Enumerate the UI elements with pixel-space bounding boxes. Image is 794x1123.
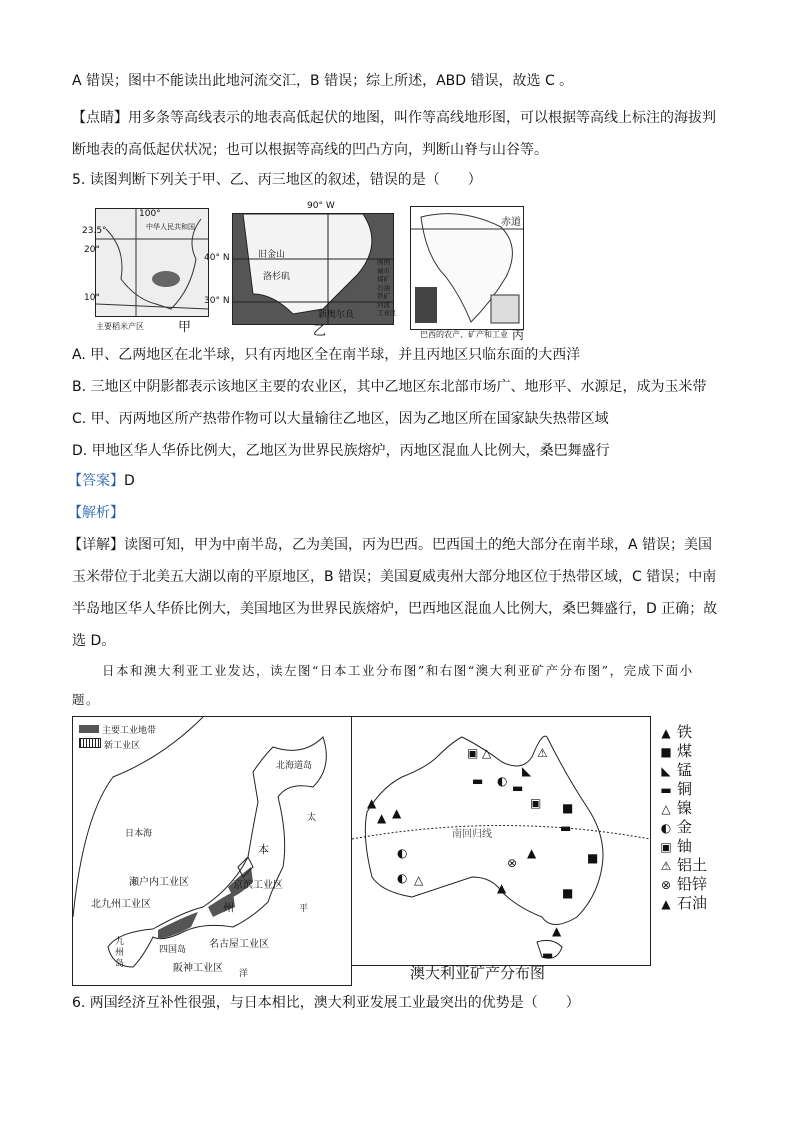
city-label: 新奥尔良 [318,310,355,320]
legend-label: 铝土 [677,856,708,874]
equator-label: 赤道 [501,217,521,228]
place-label: 太 [307,813,317,823]
coal-icon: ■ [660,745,672,759]
answer-tag: 【答案】 [68,473,124,489]
region-label: 京滨工业区 [233,880,283,891]
legend-item-new [79,738,156,753]
text-line: 选 D。 [72,633,116,649]
australia-mineral-map [351,716,651,966]
svg-text:▣: ▣ [530,796,542,810]
svg-text:■: ■ [562,886,574,900]
oil-icon: ▲ [661,897,671,911]
legend-label: 新工业区 [104,741,141,751]
svg-text:■: ■ [562,801,574,815]
place-label: 州 [223,901,234,914]
legend-item [658,893,707,914]
region-label: 瀬户内工业区 [129,877,189,888]
figure-title: 巴西的农产、矿产和工业 [420,330,508,339]
analysis-tag: 【解析】 [68,505,124,521]
place-label: 北海道岛 [276,761,313,771]
legend-item [658,798,692,819]
tropic-label: 南回归线 [452,829,492,840]
detail-line [68,535,712,555]
legend-item: 城市 [377,266,390,275]
svg-text:▣: ▣ [467,746,479,760]
legend-label: 镍 [677,799,693,817]
svg-text:■: ■ [587,851,599,865]
legend-label: 金 [677,818,693,836]
legend-title: 图例 [377,258,390,266]
copper-icon: ▬ [660,783,672,797]
gold-icon: ◐ [660,821,672,835]
svg-text:△: △ [482,746,492,760]
legend-item [658,855,707,876]
region-label: 阪神工业区 [173,963,223,974]
striped-swatch [79,738,101,748]
answer-line [68,471,135,491]
svg-text:◐: ◐ [397,846,408,860]
text-line: 玉米带位于北美五大湖以南的平原地区，B 错误；美国夏威夷州大部分地区位于热带区域，C 错误；中南 [72,569,717,585]
place-label: 日本海 [125,829,153,839]
svg-text:▬: ▬ [512,781,524,795]
country-label: 中华人民共和国 [146,223,195,231]
latitude-label: 10° [84,293,100,303]
svg-text:◣: ◣ [522,764,532,778]
svg-text:▲: ▲ [392,806,402,820]
svg-text:◐: ◐ [397,871,408,885]
figure-caption: 乙 [313,324,327,339]
nickel-icon: △ [661,802,671,816]
svg-text:◐: ◐ [497,774,508,788]
legend-item: 煤矿 [377,275,390,283]
map-jia [95,208,209,317]
legend-label: 煤 [677,742,693,760]
region-label: 北九州工业区 [91,899,151,910]
intro-line: 日本和澳大利亚工业发达，读左图“日本工业分布图”和右图“澳大利亚矿产分布图”，完成下面小 [102,663,694,678]
lead-zinc-icon: ⊗ [660,878,672,892]
legend-item: 河流 [377,300,390,309]
place-label: 本 [258,843,269,856]
svg-text:▲: ▲ [367,796,377,810]
question-5: 5. 读图判断下列关于甲、乙、丙三地区的叙述，错误的是（ ） [72,172,482,188]
legend-label: 主要工业地带 [102,726,157,736]
option-d: D. 甲地区华人华侨比例大，乙地区为世界民族熔炉，丙地区混血人比例大，桑巴舞盛行 [72,443,610,459]
longitude-label: 90° W [307,201,335,211]
uranium-icon: ▣ [660,840,672,854]
place-label: 平 [299,904,309,914]
place-label: 九州岛 [115,937,125,969]
place-label: 洋 [239,969,249,979]
legend-yi [377,258,397,318]
legend-item [658,817,692,838]
manganese-icon: ◣ [661,764,671,778]
map-caption: 澳大利亚矿产分布图 [410,964,546,982]
legend-label: 铁 [677,723,693,741]
iron-icon: ▲ [661,726,671,740]
option-a: A. 甲、乙两地区在北半球，只有丙地区全在南半球，并且丙地区只临东面的大西洋 [72,347,581,363]
svg-text:▬: ▬ [472,774,484,788]
legend-item [658,779,692,800]
longitude-label: 100° [139,209,161,219]
legend-item [658,741,692,762]
legend-item: 铁矿 [377,292,390,300]
tip-tag: 【点睛】 [72,110,128,126]
figure-caption: 甲 [178,320,192,335]
legend-item: 石油 [377,283,390,292]
text-line: 半岛地区华人华侨比例大，美国地区为世界民族熔炉，巴西地区混血人比例大，桑巴舞盛行，D 正确；故 [72,601,718,617]
map-yi-drawing [233,214,393,324]
svg-text:⊗: ⊗ [507,856,518,870]
legend-label: 锰 [677,761,693,779]
legend-label: 石油 [677,894,708,912]
map-yi [232,213,394,325]
svg-text:⚠: ⚠ [537,746,548,760]
city-label: 旧金山 [258,250,286,260]
svg-text:▬: ▬ [560,821,572,835]
text-line: 读图可知，甲为中南半岛，乙为美国，丙为巴西。巴西国土的绝大部分在南半球，A 错误；美国 [124,537,713,553]
legend-label: 铜 [677,780,693,798]
latitude-label: 40° N [204,253,230,263]
bauxite-icon: ⚠ [660,859,672,873]
legend-item [658,760,692,781]
legend-item: 工业区 [377,309,397,317]
place-label: 四国岛 [159,945,187,955]
latitude-label: 30° N [204,296,230,306]
region-label: 名古屋工业区 [209,939,269,950]
japan-legend [79,724,156,753]
japan-industry-map [72,716,352,986]
option-b: B. 三地区中阴影都表示该地区主要的农业区，其中乙地区东北部市场广、地形平、水源足，成为玉米带 [72,379,707,395]
text-line: A 错误；图中不能读出此地河流交汇，B 错误；综上所述，ABD 错误，故选 C 。 [72,73,574,89]
svg-text:▲: ▲ [527,846,537,860]
legend-label: 铅锌 [677,875,708,893]
text-line: 用多条等高线表示的地表高低起伏的地图，叫作等高线地形图，可以根据等高线上标注的海拔判 [128,110,716,126]
answer-value: D [124,473,135,489]
tip-paragraph [72,108,716,128]
legend-label: 铀 [677,837,693,855]
legend-label: 主要稻米产区 [96,322,144,331]
intro-line: 题。 [72,692,101,707]
svg-text:▲: ▲ [552,924,562,938]
latitude-label: 20° [84,245,100,255]
svg-text:▲: ▲ [497,881,507,895]
legend-item [658,874,707,895]
svg-text:△: △ [414,873,424,887]
svg-text:▲: ▲ [377,811,387,825]
latitude-label: 23.5° [82,226,107,236]
map-bing [410,206,524,330]
legend-item [658,836,692,857]
hatched-dark-swatch [79,725,99,733]
city-label: 洛杉矶 [263,272,291,282]
legend-item-main [79,724,156,738]
australia-map-drawing [352,717,650,965]
legend-item [658,722,692,743]
detail-tag: 【详解】 [68,537,124,553]
figure-caption: 丙 [512,328,525,342]
option-c: C. 甲、丙两地区所产热带作物可以大量输往乙地区，因为乙地区所在国家缺失热带区域 [72,411,609,427]
question-6: 6. 两国经济互补性很强，与日本相比，澳大利亚发展工业最突出的优势是（ ） [72,995,580,1011]
text-line: 断地表的高低起伏状况；也可以根据等高线的凹凸方向，判断山脊与山谷等。 [72,142,548,158]
svg-text:▬: ▬ [542,948,554,962]
